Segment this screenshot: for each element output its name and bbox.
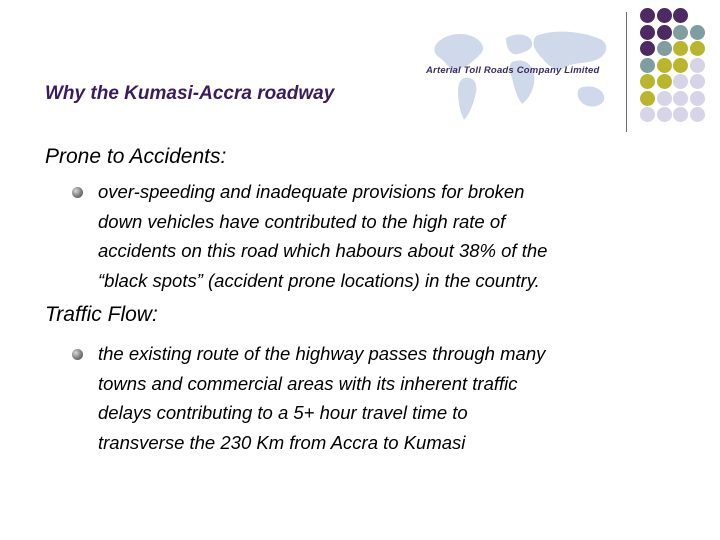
text-line: the existing route of the highway passes through many bbox=[98, 343, 546, 364]
decor-dot bbox=[657, 74, 672, 89]
decor-dot bbox=[673, 74, 688, 89]
vertical-divider bbox=[626, 12, 627, 132]
company-logo bbox=[420, 22, 616, 126]
decor-dot bbox=[690, 41, 705, 56]
decor-dot bbox=[640, 58, 655, 73]
decor-dot bbox=[640, 41, 655, 56]
decor-dot bbox=[673, 41, 688, 56]
text-line: towns and commercial areas with its inherent traffic bbox=[98, 372, 518, 394]
decor-dot bbox=[657, 8, 672, 23]
decor-dot bbox=[673, 25, 688, 40]
decor-dot bbox=[657, 25, 672, 40]
decor-dot bbox=[690, 25, 705, 40]
decor-dot bbox=[640, 91, 655, 106]
decor-dot bbox=[640, 74, 655, 89]
decor-dot bbox=[690, 58, 705, 73]
text-line: accidents on this road which habours about 38% of the bbox=[98, 240, 548, 261]
decor-dot bbox=[673, 8, 688, 23]
text-line: transverse the 230 Km from Accra to Kumasi bbox=[98, 431, 466, 453]
decor-dot bbox=[673, 58, 688, 73]
decor-dot bbox=[657, 91, 672, 106]
sphere-bullet-icon bbox=[72, 349, 83, 360]
decor-dot bbox=[690, 74, 705, 89]
decor-dot bbox=[673, 91, 688, 106]
decor-dot bbox=[690, 91, 705, 106]
decor-dot bbox=[657, 58, 672, 73]
text-line: over-speeding and inadequate provisions for broken bbox=[98, 181, 525, 202]
decor-dot bbox=[640, 107, 655, 122]
sphere-bullet-icon bbox=[72, 187, 83, 198]
text-line: delays contributing to a 5+ hour travel time to bbox=[98, 402, 468, 423]
decor-dot bbox=[657, 41, 672, 56]
dot-grid-decoration bbox=[640, 8, 720, 128]
slide-title: Why the Kumasi-Accra roadway bbox=[45, 83, 335, 104]
logo-text: Arterial Toll Roads Company Limited bbox=[426, 65, 600, 76]
decor-dot bbox=[657, 107, 672, 122]
section-heading-traffic: Traffic Flow: bbox=[45, 303, 158, 326]
text-line: down vehicles have contributed to the high rate of bbox=[98, 210, 506, 232]
bullet-text-accidents bbox=[98, 177, 698, 295]
decor-dot bbox=[690, 107, 705, 122]
decor-dot bbox=[640, 25, 655, 40]
bullet-text-traffic bbox=[98, 339, 698, 457]
text-line: “black spots” (accident prone locations) in the country. bbox=[98, 269, 540, 291]
section-heading-accidents: Prone to Accidents: bbox=[45, 145, 227, 168]
decor-dot bbox=[640, 8, 655, 23]
decor-dot bbox=[673, 107, 688, 122]
